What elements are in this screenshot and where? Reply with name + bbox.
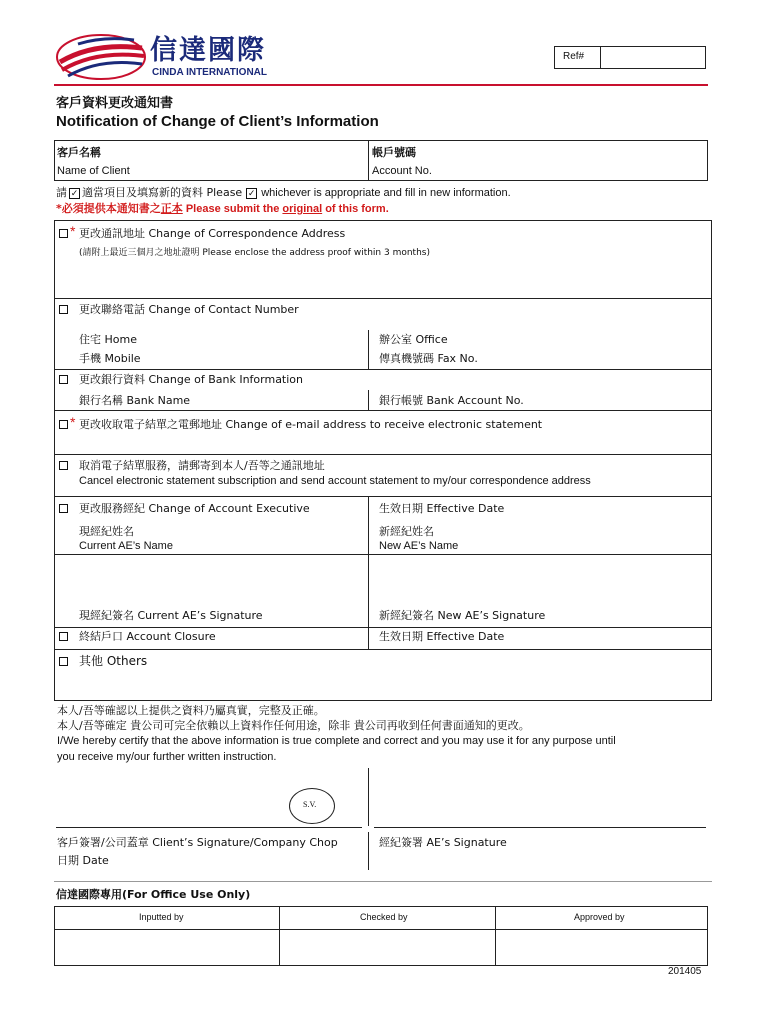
instruction-line1: 適當項目及填寫新的資料 Please [82,186,243,199]
page-title-cn: 客戶資料更改通知書 [56,96,174,111]
client-name-field[interactable] [170,160,360,178]
closure-effective-date-label: 生效日期 Effective Date [379,630,505,643]
page-title: Notification of Change of Client’s Information [56,113,379,130]
account-no-label: Account No. [372,165,432,177]
new-email-field[interactable] [60,435,705,453]
contact-change-label: 更改聯絡電話 Change of Contact Number [79,303,299,316]
cancel-estatement-label-cn: 取消電子結單服務，請郵寄到本人/吾等之通訊地址 [79,459,325,472]
ae-signature-field[interactable] [374,770,706,825]
certify-line2: 本人/吾等確定 貴公司可完全依賴以上資料作任何用途，除非 貴公司再收到任何書面通知的更改。 [57,719,530,732]
new-address-field[interactable] [60,264,705,297]
cancel-estatement-checkbox[interactable] [59,461,68,470]
original-notice-en-end: of this form. [322,203,389,215]
email-checkbox[interactable] [59,420,68,429]
required-star-icon: * [70,414,76,430]
certify-line3: I/We hereby certify that the above information is true complete and correct and you may use it for any purpose until [57,735,616,747]
email-change-label: 更改收取電子結單之電郵地址 Change of e-mail address to receive electronic statement [79,418,543,431]
original-notice-en-underlined: original [282,203,323,215]
ae-change-label: 更改服務經紀 Change of Account Executive [79,502,310,515]
current-ae-name-label-cn: 現經紀姓名 [79,525,134,538]
certify-line4: you receive my/our further written instruction. [57,751,277,763]
form-version-code: 201405 [668,966,702,977]
fax-label: 傳真機號碼 Fax No. [379,352,478,365]
current-ae-name-label: Current AE’s Name [79,540,173,552]
others-checkbox[interactable] [59,657,68,666]
inputted-by-field[interactable] [56,931,277,964]
instruction-line1-en: whichever is appropriate and fill in new information. [261,187,511,199]
instruction-prefix: 請 [56,186,67,199]
bank-change-label: 更改銀行資料 Change of Bank Information [79,373,304,386]
approved-by-header: Approved by [574,912,625,922]
new-ae-signature-label: 新經紀簽名 New AE’s Signature [379,609,546,622]
checked-by-header: Checked by [360,912,408,922]
checked-by-field[interactable] [281,931,493,964]
client-name-label: Name of Client [57,165,130,177]
logo-english-name: CINDA INTERNATIONAL [152,67,267,78]
client-name-label-cn: 客戶名稱 [57,146,101,159]
address-proof-note: (請附上最近三個月之地址證明 Please enclose the address proof within 3 months) [79,248,430,258]
certify-line1: 本人/吾等確認以上提供之資料乃屬真實，完整及正確。 [57,704,325,717]
date-label: 日期 Date [57,854,109,867]
address-change-label: 更改通訊地址 Change of Correspondence Address [79,227,346,240]
tick-icon: ✓ [70,188,79,198]
ref-label: Ref# [563,51,585,62]
original-notice-en: Please submit the [182,203,283,215]
cancel-estatement-label: Cancel electronic statement subscription and send account statement to my/our correspondence address [79,475,591,487]
client-signature-label: 客戶簽署/公司蓋章 Client’s Signature/Company Chop [57,836,338,849]
current-ae-signature-field[interactable] [60,558,362,606]
home-phone-label: 住宅 Home [79,333,137,346]
ae-effective-date-label: 生效日期 Effective Date [379,502,505,515]
closure-label: 終結戶口 Account Closure [79,630,216,643]
new-ae-name-label: New AE’s Name [379,540,459,552]
others-field[interactable] [60,672,705,698]
required-star-icon: * [70,223,76,239]
current-ae-signature-label: 現經紀簽名 Current AE’s Signature [79,609,263,622]
sv-stamp-label: S.V. [303,800,317,809]
logo-chinese-name: 信達國際 [150,35,266,66]
bank-account-label: 銀行帳號 Bank Account No. [379,394,524,407]
original-notice-cn: *必須提供本通知書之 [56,202,161,215]
ae-signature-label: 經紀簽署 AE’s Signature [379,836,507,849]
approved-by-field[interactable] [497,931,706,964]
logo-swoosh-icon [54,32,149,82]
mobile-phone-label: 手機 Mobile [79,352,141,365]
bank-checkbox[interactable] [59,375,68,384]
tick-icon: ✓ [247,188,256,198]
inputted-by-header: Inputted by [139,912,184,922]
contact-checkbox[interactable] [59,305,68,314]
office-use-title: 信達國際專用(For Office Use Only) [56,888,251,901]
new-ae-signature-field[interactable] [374,558,706,606]
address-checkbox[interactable] [59,229,68,238]
account-no-label-cn: 帳戶號碼 [372,146,416,159]
ae-change-checkbox[interactable] [59,504,68,513]
header-divider [54,84,708,86]
original-notice-cn-underlined: 正本 [160,202,183,215]
office-divider [54,881,712,882]
new-ae-name-label-cn: 新經紀姓名 [379,525,434,538]
office-phone-label: 辦公室 Office [379,333,448,346]
account-no-field[interactable] [450,160,700,178]
others-label: 其他 Others [79,654,148,668]
company-logo [54,32,314,82]
ref-field[interactable] [606,52,702,66]
bank-name-label: 銀行名稱 Bank Name [79,394,191,407]
closure-checkbox[interactable] [59,632,68,641]
